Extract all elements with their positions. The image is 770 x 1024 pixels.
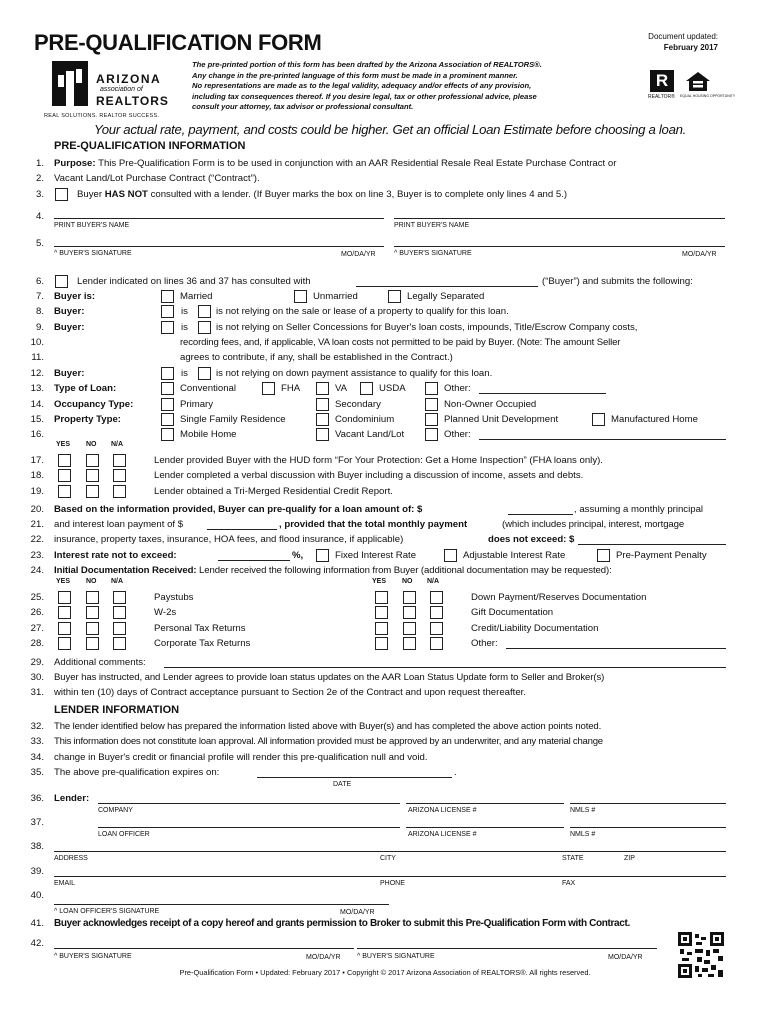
buyer-signature-1-field[interactable] [54, 246, 384, 247]
checkbox-corp-tax-yes[interactable] [58, 637, 71, 650]
checkbox-credit-no[interactable] [403, 622, 416, 635]
checkbox-va[interactable] [316, 382, 329, 395]
checkbox-17-no[interactable] [86, 454, 99, 467]
checkbox-paystubs-na[interactable] [113, 591, 126, 604]
checkbox-non-owner[interactable] [425, 398, 438, 411]
checkbox-19-na[interactable] [113, 485, 126, 498]
lo-nmls-field[interactable] [570, 827, 726, 828]
checkbox-paystubs-no[interactable] [86, 591, 99, 604]
az-license-field[interactable] [406, 803, 564, 804]
max-payment-field[interactable] [578, 544, 726, 545]
checkbox-gift-no[interactable] [403, 606, 416, 619]
logo-arizona: ARIZONA [96, 72, 162, 86]
checkbox-unmarried[interactable] [294, 290, 307, 303]
checkbox-w2-no[interactable] [86, 606, 99, 619]
checkbox-sfr[interactable] [161, 413, 174, 426]
checkbox-gift-yes[interactable] [375, 606, 388, 619]
checkbox-personal-tax-no[interactable] [86, 622, 99, 635]
checkbox-is-not-sale[interactable] [198, 305, 211, 318]
checkbox-fixed-rate[interactable] [316, 549, 329, 562]
doc-other-field[interactable] [506, 648, 726, 649]
expiration-date-field[interactable] [257, 777, 452, 778]
aar-logo [40, 56, 184, 122]
disclaimer: The pre-printed portion of this form has been drafted by the Arizona Association of REALTORS®. Any change in the pre-printed language of this form must be made in a prominent manner. No representations are made as to the legal validity, adequacy and/or effects of any provision, including tax consequences thereof. If you desire legal, tax or other professional advice, please consult your attorney, tax advisor or professional consultant. [192, 60, 542, 112]
checkbox-18-na[interactable] [113, 469, 126, 482]
section-prequal: PRE-QUALIFICATION INFORMATION [54, 140, 246, 152]
checkbox-primary[interactable] [161, 398, 174, 411]
checkbox-doc-other-yes[interactable] [375, 637, 388, 650]
checkbox-pud[interactable] [425, 413, 438, 426]
checkbox-property-other[interactable] [425, 428, 438, 441]
loan-estimate-notice: Your actual rate, payment, and costs could be higher. Get an official Loan Estimate before choosing a loan. [94, 122, 687, 137]
line-2: Vacant Land/Lot Purchase Contract (“Contract”). [54, 173, 260, 184]
loan-officer-field[interactable] [98, 827, 400, 828]
checkbox-corp-tax-na[interactable] [113, 637, 126, 650]
realtor-logo: R [650, 70, 674, 92]
checkbox-credit-yes[interactable] [375, 622, 388, 635]
checkbox-paystubs-yes[interactable] [58, 591, 71, 604]
checkbox-is-not-down-payment[interactable] [198, 367, 211, 380]
checkbox-gift-na[interactable] [430, 606, 443, 619]
checkbox-condo[interactable] [316, 413, 329, 426]
checkbox-adjustable-rate[interactable] [444, 549, 457, 562]
line-24: Initial Documentation Received: Lender received the following information from Buyer (additional documentation may be requested): [54, 565, 612, 576]
checkbox-usda[interactable] [360, 382, 373, 395]
property-other-field[interactable] [479, 439, 726, 440]
checkbox-doc-other-na[interactable] [430, 637, 443, 650]
checkbox-secondary[interactable] [316, 398, 329, 411]
checkbox-personal-tax-na[interactable] [113, 622, 126, 635]
checkbox-18-no[interactable] [86, 469, 99, 482]
pi-payment-field[interactable] [207, 529, 277, 530]
checkbox-is-down-payment[interactable] [161, 367, 174, 380]
checkbox-doc-other-no[interactable] [403, 637, 416, 650]
lo-signature-field[interactable] [54, 904, 389, 905]
checkbox-personal-tax-yes[interactable] [58, 622, 71, 635]
eho-caption: EQUAL HOUSING OPPORTUNITY [680, 94, 736, 98]
loan-other-field[interactable] [479, 393, 606, 394]
checkbox-17-na[interactable] [113, 454, 126, 467]
checkbox-mobile[interactable] [161, 428, 174, 441]
cactus-icon [52, 61, 88, 106]
buyer-ack-signature-1-field[interactable] [54, 948, 354, 949]
buyer-ack-signature-2-field[interactable] [357, 948, 657, 949]
interest-rate-field[interactable] [218, 560, 290, 561]
footer: Pre-Qualification Form • Updated: February 2017 • Copyright © 2017 Arizona Association of REALTORS®. All rights reserved. [179, 968, 591, 977]
email-field[interactable] [54, 876, 726, 877]
checkbox-fha[interactable] [262, 382, 275, 395]
doc-updated-date: February 2017 [663, 43, 718, 52]
address-field[interactable] [54, 851, 726, 852]
doc-updated-label: Document updated: [648, 32, 718, 41]
checkbox-vacant[interactable] [316, 428, 329, 441]
checkbox-19-no[interactable] [86, 485, 99, 498]
checkbox-w2-yes[interactable] [58, 606, 71, 619]
checkbox-is-sale[interactable] [161, 305, 174, 318]
nmls-field[interactable] [570, 803, 726, 804]
checkbox-legally-separated[interactable] [388, 290, 401, 303]
checkbox-18-yes[interactable] [58, 469, 71, 482]
company-field[interactable] [98, 803, 400, 804]
logo-tagline: REAL SOLUTIONS. REALTOR SUCCESS. [44, 113, 160, 119]
checkbox-down-payment-na[interactable] [430, 591, 443, 604]
logo-association: association of [100, 86, 143, 93]
section-lender: LENDER INFORMATION [54, 704, 180, 716]
checkbox-has-not-consulted[interactable] [55, 188, 68, 201]
checkbox-down-payment-no[interactable] [403, 591, 416, 604]
checkbox-lender-consulted[interactable] [55, 275, 68, 288]
buyer-name-1-field[interactable] [54, 218, 384, 219]
buyer-name-2-field[interactable] [394, 218, 725, 219]
realtor-caption: REALTOR® [648, 94, 675, 100]
checkbox-17-yes[interactable] [58, 454, 71, 467]
logo-realtors: REALTORS [96, 94, 169, 108]
checkbox-manufactured[interactable] [592, 413, 605, 426]
equal-housing-icon [684, 70, 712, 92]
loan-amount-field[interactable] [508, 514, 573, 515]
checkbox-married[interactable] [161, 290, 174, 303]
buyer-signature-2-field[interactable] [394, 246, 725, 247]
checkbox-conventional[interactable] [161, 382, 174, 395]
checkbox-19-yes[interactable] [58, 485, 71, 498]
line-1: Purpose: This Pre-Qualification Form is to be used in conjunction with an AAR Residential Resale Real Estate Purchase Contract or [54, 158, 617, 169]
line-3: Buyer HAS NOT consulted with a lender. (If Buyer marks the box on line 3, Buyer is to complete only lines 4 and 5.) [77, 189, 568, 200]
page-title: PRE-QUALIFICATION FORM [34, 30, 322, 55]
checkbox-corp-tax-no[interactable] [86, 637, 99, 650]
checkbox-is-not-concessions[interactable] [198, 321, 211, 334]
checkbox-w2-na[interactable] [113, 606, 126, 619]
checkbox-prepayment[interactable] [597, 549, 610, 562]
checkbox-credit-na[interactable] [430, 622, 443, 635]
checkbox-down-payment-yes[interactable] [375, 591, 388, 604]
lo-az-license-field[interactable] [406, 827, 564, 828]
checkbox-is-concessions[interactable] [161, 321, 174, 334]
checkbox-loan-other[interactable] [425, 382, 438, 395]
buyer-name-field[interactable] [356, 286, 538, 287]
additional-comments-field[interactable] [164, 667, 726, 668]
